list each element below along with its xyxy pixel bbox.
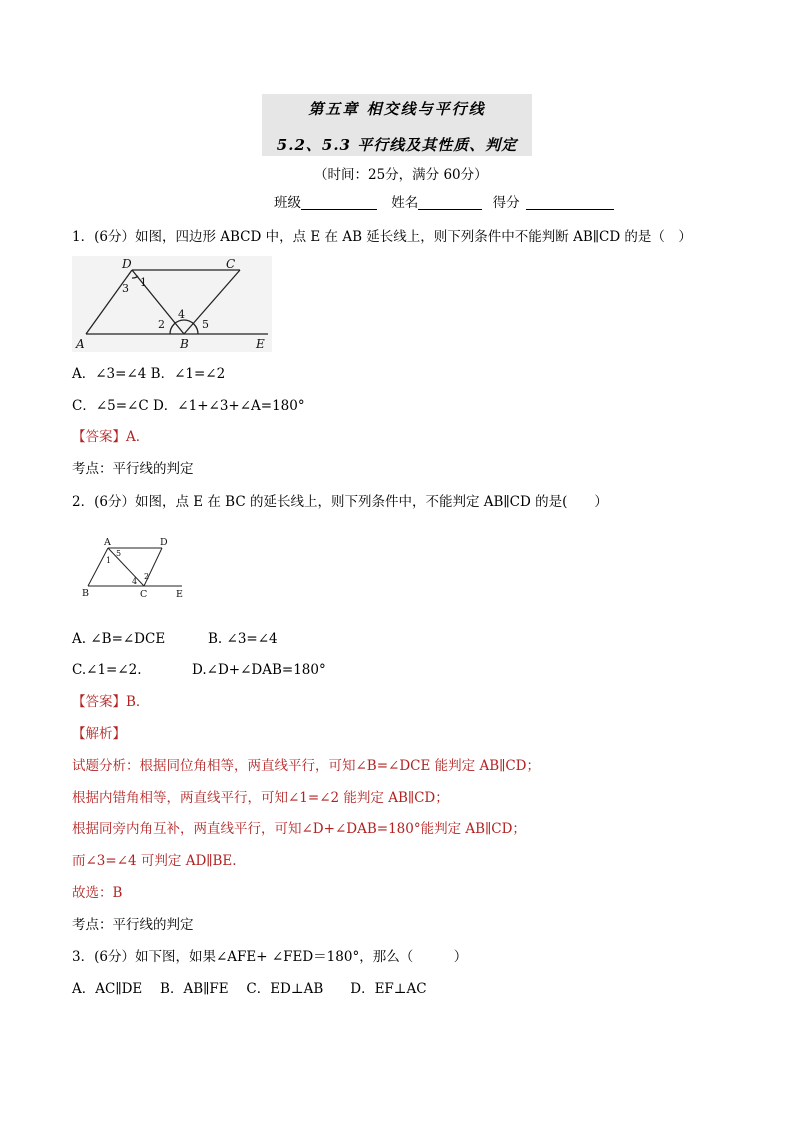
q2-option-b: B. ∠3=∠4	[208, 631, 278, 647]
info-line	[274, 194, 614, 212]
q2-analysis-1: 试题分析：根据同位角相等，两直线平行，可知∠B=∠DCE 能判定 AB∥CD；	[72, 758, 541, 774]
name-label: 姓名	[391, 195, 419, 211]
label-C: C	[226, 257, 236, 271]
angle-5: 5	[202, 318, 209, 331]
q1-point: 考点：平行线的判定	[72, 461, 194, 477]
score-label: 得分	[492, 195, 520, 211]
angle-1: 1	[106, 556, 112, 565]
label-E: E	[256, 337, 265, 351]
score-field	[526, 196, 614, 210]
angle-2: 2	[158, 318, 165, 331]
time-info: （时间：25分，满分 60分）	[314, 167, 488, 183]
angle-4: 4	[132, 577, 138, 586]
angle-4: 4	[178, 308, 185, 321]
line-ac	[108, 548, 144, 586]
class-field	[301, 196, 377, 210]
q2-figure	[76, 534, 188, 600]
q2-choice: 故选：B	[72, 885, 123, 901]
class-label: 班级	[274, 195, 301, 211]
label-C: C	[140, 589, 148, 600]
q1-figure	[72, 256, 272, 352]
label-A: A	[76, 337, 85, 351]
line-ba	[88, 548, 108, 586]
q2-analysis-2: 根据内错角相等，两直线平行，可知∠1=∠2 能判定 AB∥CD；	[72, 790, 449, 806]
label-B: B	[180, 337, 189, 351]
q2-stem: 2．(6分）如图，点 E 在 BC 的延长线上，则下列条件中，不能判定 AB∥CD 的是( ）	[72, 494, 608, 510]
q2-option-c: C.∠1=∠2.	[72, 662, 142, 678]
angle-1: 1	[140, 276, 147, 289]
label-D: D	[160, 537, 168, 548]
q2-point: 考点：平行线的判定	[72, 917, 194, 933]
angle-5: 5	[116, 549, 122, 558]
angle-2: 2	[144, 572, 150, 581]
q1-answer: 【答案】A．	[72, 429, 150, 445]
q2-option-a: A. ∠B=∠DCE	[72, 631, 166, 647]
q1-stem: 1．(6分）如图，四边形 ABCD 中，点 E 在 AB 延长线上，则下列条件中不能判断 AB∥CD 的是（ ）	[72, 229, 692, 245]
label-A: A	[104, 537, 111, 548]
q3-options: A．AC∥DE B．AB∥FE C．ED⊥AB D．EF⊥AC	[72, 981, 427, 997]
q2-analysis-3: 根据同旁内角互补，两直线平行，可知∠D+∠DAB=180°能判定 AB∥CD；	[72, 821, 526, 837]
section-title: 5.2、5.3 平行线及其性质、判定	[276, 136, 518, 154]
label-B: B	[82, 588, 89, 599]
q2-analysis-4: 而∠3=∠4 可判定 AD∥BE.	[72, 853, 237, 869]
name-field	[418, 196, 482, 210]
label-E: E	[176, 589, 183, 600]
label-D: D	[122, 257, 132, 271]
q2-analysis-label: 【解析】	[72, 726, 126, 742]
q2-option-d: D.∠D+∠DAB=180°	[192, 662, 326, 678]
q1-options-2: C．∠5=∠C D．∠1+∠3+∠A=180°	[72, 398, 305, 414]
q1-options-1: A．∠3=∠4 B．∠1=∠2	[72, 366, 226, 382]
q3-stem: 3．(6分）如下图，如果∠AFE+ ∠FED＝180°，那么（ ）	[72, 949, 468, 965]
angle-3: 3	[122, 282, 129, 295]
q2-answer: 【答案】B．	[72, 694, 150, 710]
chapter-title: 第五章 相交线与平行线	[308, 100, 486, 118]
